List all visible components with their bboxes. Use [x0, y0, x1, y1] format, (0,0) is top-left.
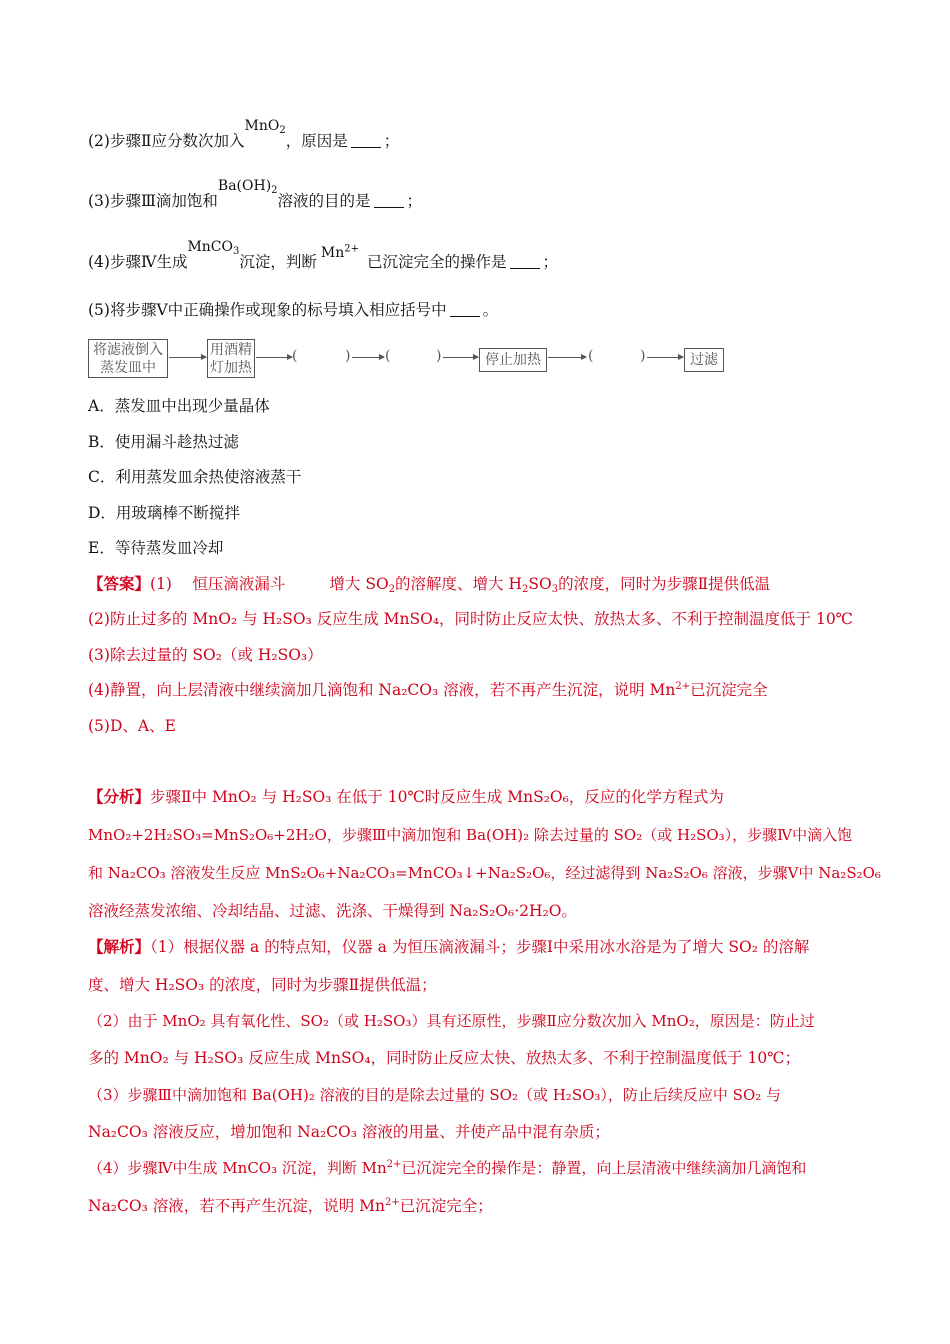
analysis-line-4: 溶液经蒸发浓缩、冷却结晶、过滤、洗涤、干燥得到 Na₂S₂O₆·2H₂O。 — [88, 902, 577, 920]
explanation-line-2: 度、增大 H₂SO₃ 的浓度，同时为步骤Ⅱ提供低温； — [88, 976, 437, 994]
q2-answer-blank — [351, 147, 381, 148]
q4-answer-blank — [510, 268, 540, 269]
explanation-7-sup: 2+ — [386, 1159, 402, 1170]
answer-1a: (1) 恒压滴液漏斗 — [150, 575, 286, 593]
option-c: C．利用蒸发皿余热使溶液蒸干 — [88, 468, 302, 486]
flow-blank-1-close: ) — [345, 348, 351, 364]
flow-arrow-6 — [647, 357, 683, 358]
answer-line-3: (3)除去过量的 SO₂（或 H₂SO₃） — [88, 646, 323, 664]
option-b: B．使用漏斗趁热过滤 — [88, 433, 239, 451]
explanation-1: （1）根据仪器 a 的特点知，仪器 a 为恒压滴液漏斗；步骤Ⅰ中采用冰水浴是为了增大 SO₂ 的溶解 — [150, 938, 810, 956]
answer-line-5: (5)D、A、E — [88, 717, 176, 735]
explanation-7a: （4）步骤Ⅳ中生成 MnCO₃ 沉淀，判断 Mn — [88, 1159, 387, 1177]
flow-box-stop-heat — [479, 348, 547, 372]
explanation-8b: 已沉淀完全； — [399, 1197, 493, 1215]
flow-blank-3-open: ( — [588, 348, 594, 364]
explanation-line-8 — [88, 1197, 493, 1216]
explanation-line-1 — [88, 938, 809, 957]
analysis-line-2: MnO₂+2H₂SO₃=MnS₂O₆+2H₂O，步骤Ⅲ中滴加饱和 Ba(OH)₂ 除去过量的 SO₂（或 H₂SO₃），步骤Ⅳ中滴入饱 — [88, 826, 853, 844]
explanation-label: 【解析】 — [88, 937, 151, 956]
q2-prefix: (2)步骤Ⅱ应分数次加入 — [88, 132, 245, 150]
q3-formula: $Ba(OH)_2$ — [217, 178, 278, 196]
explanation-line-4: 多的 MnO₂ 与 H₂SO₃ 反应生成 MnSO₄，同时防止反应太快、放热太多、不利于控制温度低于 10℃； — [88, 1049, 801, 1067]
flow-blank-3-close: ) — [640, 348, 646, 364]
flow-box-pour-line1: 将滤液倒入 — [93, 342, 163, 358]
q3-prefix: (3)步骤Ⅲ滴加饱和 — [88, 192, 218, 210]
flow-arrow-5 — [548, 357, 586, 358]
explanation-line-6: Na₂CO₃ 溶液反应，增加饱和 Na₂CO₃ 溶液的用量、并使产品中混有杂质； — [88, 1123, 610, 1141]
q4-end: ； — [542, 253, 559, 271]
flow-box-heat-line1: 用酒精 — [210, 342, 252, 358]
q5-answer-blank — [450, 316, 480, 317]
q3-answer-blank — [374, 207, 404, 208]
analysis-label: 【分析】 — [88, 787, 151, 806]
flow-blank-2-open: ( — [385, 348, 391, 364]
flow-box-pour — [88, 339, 168, 378]
question-3 — [88, 178, 423, 211]
flow-box-pour-line2: 蒸发皿中 — [100, 360, 156, 376]
q4-suffix: 已沉淀完全的操作是 — [367, 253, 507, 271]
analysis-line-1 — [88, 788, 724, 807]
flow-box-heat — [207, 339, 255, 378]
analysis-1: 步骤Ⅱ中 MnO₂ 与 H₂SO₃ 在低于 10℃时反应生成 MnS₂O₆，反应的化学方程式为 — [150, 788, 724, 806]
explanation-line-3: （2）由于 MnO₂ 具有氧化性、SO₂（或 H₂SO₃）具有还原性，步骤Ⅱ应分数次加入 MnO₂，原因是：防止过 — [88, 1012, 815, 1030]
q3-suffix: 溶液的目的是 — [277, 192, 371, 210]
answer-1e: 的浓度，同时为步骤Ⅱ提供低温 — [558, 575, 771, 593]
answer-4a: (4)静置，向上层清液中继续滴加几滴饱和 Na₂CO₃ 溶液，若不再产生沉淀，说明 Mn — [88, 681, 676, 699]
answer-4b: 已沉淀完全 — [690, 681, 768, 699]
q2-suffix: ，原因是 — [285, 132, 348, 150]
flow-arrow-2 — [256, 357, 292, 358]
q2-end: ； — [383, 132, 400, 150]
explanation-7b: 已沉淀完全的操作是：静置，向上层清液中继续滴加几滴饱和 — [401, 1159, 807, 1177]
question-2 — [88, 118, 400, 151]
flow-box-stop-heat-label: 停止加热 — [485, 352, 541, 368]
flow-arrow-3 — [352, 357, 384, 358]
answer-1b: 增大 SO — [329, 575, 389, 593]
answer-4-sup: 2+ — [675, 680, 691, 692]
option-e: E．等待蒸发皿冷却 — [88, 539, 224, 557]
flow-box-filter-label: 过滤 — [690, 352, 718, 368]
q5-end: 。 — [482, 301, 499, 319]
answer-line-4 — [88, 681, 768, 700]
q2-formula: MnO$_2$ — [244, 118, 286, 136]
question-4 — [88, 239, 559, 272]
flow-blank-2-close: ) — [436, 348, 442, 364]
explanation-8-sup: 2+ — [385, 1196, 400, 1208]
explanation-line-5: （3）步骤Ⅲ中滴加饱和 Ba(OH)₂ 溶液的目的是除去过量的 SO₂（或 H₂SO₃），防止后续反应中 SO₂ 与 — [88, 1086, 782, 1104]
flow-box-filter — [684, 348, 724, 372]
q4-formula: MnCO$_3$ — [187, 239, 240, 257]
q4-mid: 沉淀，判断 — [239, 253, 317, 271]
flow-arrow-1 — [169, 357, 206, 358]
flow-arrow-4 — [443, 357, 478, 358]
answer-1d: SO — [528, 575, 552, 593]
answer-1c: 的溶解度、增大 H — [395, 575, 522, 593]
q4-ion: $Mn^{2+}$ — [320, 243, 359, 261]
q5-text: (5)将步骤Ⅴ中正确操作或现象的标号填入相应括号中 — [88, 301, 447, 319]
option-d: D．用玻璃棒不断搅拌 — [88, 504, 240, 522]
answer-line-1: 【答案】(1) 恒压滴液漏斗 增大 $SO_2$的溶解度、增大 $H_2SO_3$的浓度，同时为步骤Ⅱ提供低温 — [88, 574, 771, 595]
flow-blank-1-open: ( — [292, 348, 298, 364]
analysis-line-3: 和 Na₂CO₃ 溶液发生反应 MnS₂O₆+Na₂CO₃=MnCO₃↓+Na₂S₂O₆，经过滤得到 Na₂S₂O₆ 溶液，步骤Ⅴ中 Na₂S₂O₆ — [88, 864, 881, 882]
flow-box-heat-line2: 灯加热 — [210, 360, 252, 376]
explanation-8a: Na₂CO₃ 溶液，若不再产生沉淀，说明 Mn — [88, 1197, 386, 1215]
question-5 — [88, 301, 498, 320]
q4-prefix: (4)步骤Ⅳ生成 — [88, 253, 188, 271]
q3-end: ； — [406, 192, 423, 210]
answer-line-2: (2)防止过多的 MnO₂ 与 H₂SO₃ 反应生成 MnSO₄，同时防止反应太快、放热太多、不利于控制温度低于 10℃ — [88, 610, 854, 628]
answer-label: 【答案】 — [88, 574, 151, 593]
explanation-line-7 — [88, 1159, 806, 1177]
option-a: A．蒸发皿中出现少量晶体 — [88, 397, 270, 415]
